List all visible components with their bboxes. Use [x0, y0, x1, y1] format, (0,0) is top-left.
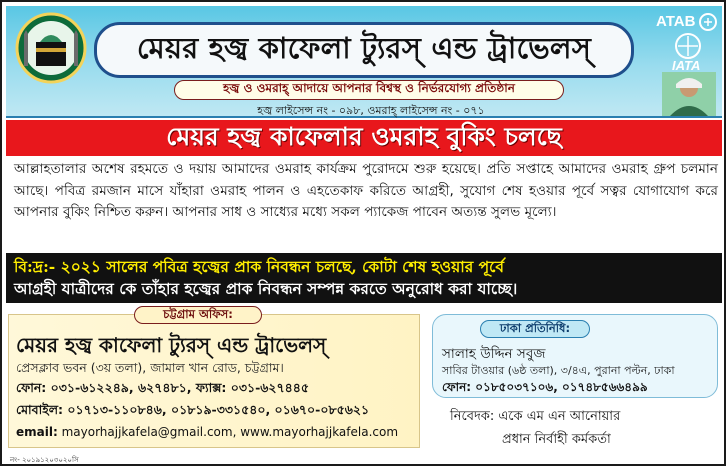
- office-address: প্রেসক্লাব ভবন (৩য় তলা), জামাল খান রোড, চট্টগ্রাম।: [16, 360, 284, 375]
- atab-label: ATAB: [656, 13, 696, 30]
- office-company-name: মেয়র হজ্ব কাফেলা ট্যুরস্ এন্ড ট্রাভেলস্: [16, 333, 327, 357]
- atab-iata-logo-icon: [652, 10, 720, 72]
- office-email-web: [16, 425, 398, 439]
- notice-line-2: আগ্রহী যাত্রীদের কে তাঁহার হজ্বের প্রাক নিবন্ধন সম্পন্ন করতে অনুরোধ করা যাচ্ছে।: [14, 279, 518, 298]
- signer-designation: প্রধান নির্বাহী কর্মকর্তা: [502, 432, 611, 447]
- hajj-registration-notice: [6, 253, 722, 303]
- umrah-booking-banner: [6, 120, 722, 156]
- dhaka-representative-tag: [480, 320, 590, 338]
- ad-reference-number: নং- ২০১৯১২০৩০২০সি: [10, 456, 79, 464]
- chattogram-office-tag: [134, 306, 262, 324]
- banner-text: মেয়র হজ্ব কাফেলার ওমরাহ বুকিং চলছে: [166, 121, 562, 151]
- announcement-paragraph: আল্লাহতালার অশেষ রহমতে ও দয়ায় আমাদের ওমরাহ কার্যক্রম পুরোদমে শুরু হয়েছে। প্রতি সপ্তাহে আমাদের ওমরাহ গ্রুপ চলমান আছে। পবিত্র রমজান মাসে যাঁহারা ওমরাহ পালন ও এহতেকাফ করিতে আগ্রহী, সুযোগ শেষ হওয়ার পূর্বে সত্বর যোগাযোগ করে আপনার বুকিং নিশ্চিত করুন। আপনার সাধ ও সাধ্যের মধ্যে সকল প্যাকেজ পাবেন অত্যন্ত সুলভ মূল্যে।: [14, 161, 718, 220]
- iata-label: IATA: [672, 58, 701, 72]
- person-portrait-icon: [662, 72, 716, 116]
- license-numbers: হজ্ব লাইসেন্স নং - ০৯৮, ওমরাহ্ লাইসেন্স নং - ০৭১: [257, 104, 485, 117]
- representative-name: সালাহ উদ্দিন সবুজ: [442, 346, 546, 362]
- tagline: হজ্ব ও ওমরাহ্ আদায়ে আপনার বিশ্বস্থ ও নির্ভরযোগ্য প্রতিষ্ঠান: [223, 81, 515, 95]
- kaaba-mosque-logo-icon: [12, 12, 90, 84]
- representative-address: সাবির টাওয়ার (৬ষ্ঠ তলা), ৩/৪এ, পুরানা পল্টন, ঢাকা: [442, 364, 675, 377]
- company-title-box: [94, 22, 634, 78]
- chattogram-office-label: চট্টগ্রাম অফিস:: [163, 306, 233, 321]
- representative-phone: ফোন: ০১৮৫০৩৭১০৬, ০১৭৪৮৫৬৬৪৯৯: [442, 380, 648, 394]
- company-title: মেয়র হজ্ব কাফেলা ট্যুরস্ এন্ড ট্রাভেলস্: [136, 30, 592, 65]
- submitted-by: নিবেদক: একে এম এন আনোয়ার: [450, 409, 621, 424]
- notice-line-1: বি:দ্র:- ২০২১ সালের পবিত্র হজ্বের প্রাক নিবন্ধন চলছে, কোটা শেষ হওয়ার পূর্বে: [14, 257, 504, 276]
- tagline-box: [174, 80, 564, 100]
- email-label: email:: [16, 425, 58, 439]
- dhaka-representative-label: ঢাকা প্রতিনিধি:: [499, 320, 571, 335]
- office-phone: ফোন: ০৩১-৬১২২৪৯, ৬২৭৪৮১, ফ্যাক্স: ০৩১-৬২৭৪৪৫: [16, 380, 310, 395]
- office-mobile: মোবাইল: ০১৭১৩-১১০৮৪৬, ০১৮১৯-৩৩১৫৪০, ০১৬৭০-০৮৫৬২১: [16, 402, 370, 417]
- header-band: [6, 6, 722, 118]
- email-and-website: mayorhajjkafela@gmail.com, www.mayorhajjkafela.com: [57, 425, 399, 439]
